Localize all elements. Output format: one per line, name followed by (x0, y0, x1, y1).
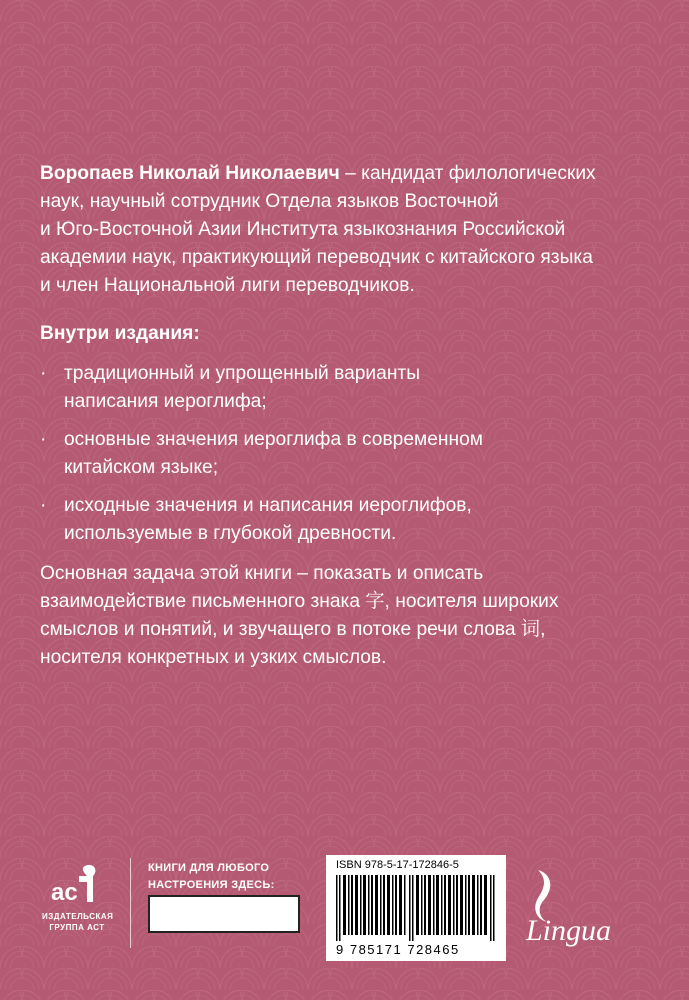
footer (0, 850, 689, 1000)
author-bio-line: и Юго-Восточной Азии Института языкознания Российской (40, 219, 566, 240)
books-promo-label (148, 860, 275, 894)
summary-line: носителя конкретных и узких смыслов. (40, 647, 387, 668)
lingua-logo-text: Lingua (526, 914, 612, 947)
summary-paragraph (40, 560, 660, 672)
bullet: · (40, 363, 47, 384)
list-item-line: китайском языке; (64, 457, 219, 478)
author-name: Воропаев Николай Николаевич (40, 163, 340, 184)
list-item-line: написания иероглифа; (64, 391, 267, 412)
list-item (40, 426, 660, 482)
list-item-line: традиционный и упрощенный варианты (64, 363, 420, 384)
barcode-panel (326, 855, 506, 961)
barcode-digits: 9 785171 728465 (336, 942, 460, 957)
list-item-line: используемые в глубокой древности. (64, 523, 397, 544)
lingua-imprint-logo (518, 860, 638, 955)
sticker-placeholder-box (148, 895, 300, 933)
list-item (40, 492, 660, 548)
author-bio-line: наук, научный сотрудник Отдела языков Восточной (40, 191, 499, 212)
barcode-icon (336, 875, 496, 941)
author-bio-line: академии наук, практикующий переводчик с китайского языка (40, 247, 593, 268)
bullet: · (40, 495, 47, 516)
author-bio (40, 160, 660, 300)
svg-text:ac: ac (51, 879, 78, 906)
bullet: · (40, 429, 47, 450)
summary-line: Основная задача этой книги – показать и описать (40, 563, 484, 584)
author-bio-line: и член Национальной лиги переводчиков. (40, 275, 415, 296)
summary-line: смыслов и понятий, и звучащего в потоке речи слова 词, (40, 619, 546, 640)
publisher-logo (42, 860, 112, 933)
books-promo-line: КНИГИ ДЛЯ ЛЮБОГО (148, 862, 270, 874)
features-list (40, 360, 660, 548)
isbn-label: ISBN 978-5-17-172846-5 (336, 859, 459, 871)
books-promo-line: НАСТРОЕНИЯ ЗДЕСЬ: (148, 879, 275, 891)
footer-divider (130, 858, 131, 948)
back-cover-text (40, 160, 660, 672)
list-item (40, 360, 660, 416)
features-heading: Внутри издания: (40, 323, 200, 344)
list-item-line: основные значения иероглифа в современном (64, 429, 483, 450)
ast-logo-icon (49, 860, 105, 906)
publisher-name-line2: ГРУППА АСТ (49, 923, 105, 932)
summary-line: взаимодействие письменного знака 字, носителя широких (40, 591, 559, 612)
author-bio-line: – кандидат филологических (339, 163, 596, 184)
list-item-line: исходные значения и написания иероглифов, (64, 495, 472, 516)
publisher-name-line1: ИЗДАТЕЛЬСКАЯ (42, 912, 114, 921)
